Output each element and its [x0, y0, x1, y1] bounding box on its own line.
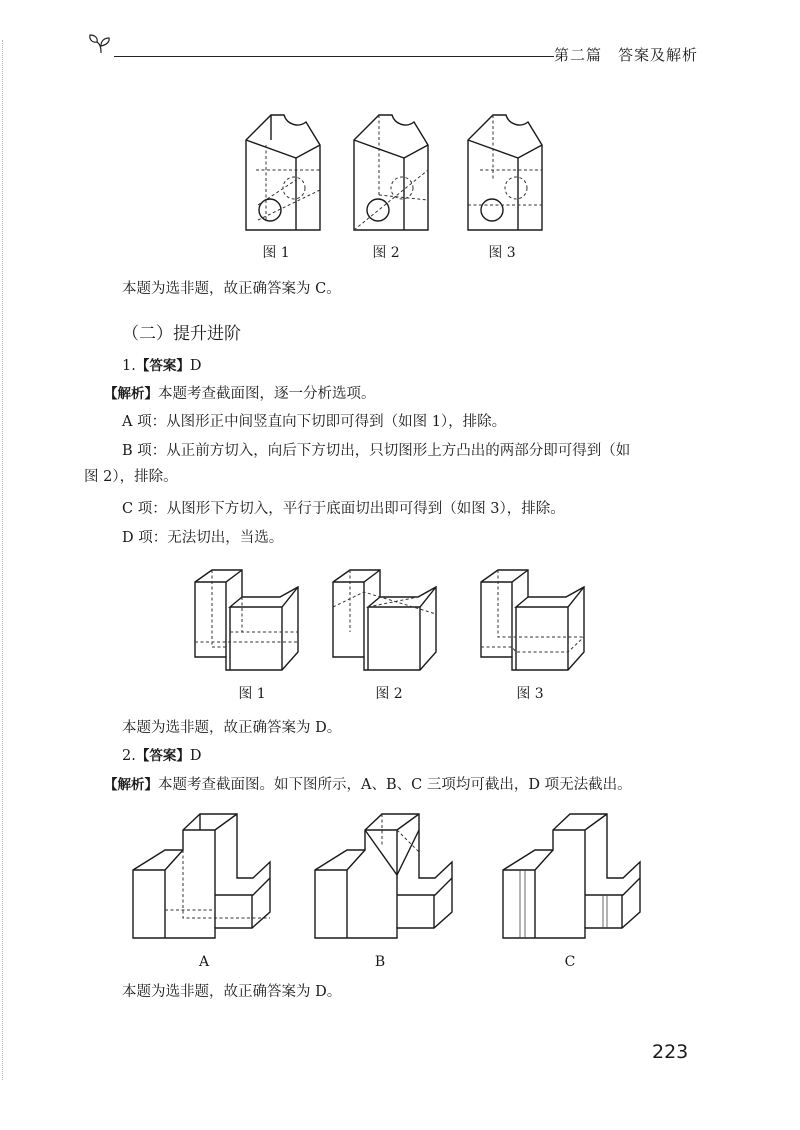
q1-analysis-label: 【解析】	[104, 386, 158, 402]
q2-figure-b	[315, 814, 452, 938]
q1-figure-caption-2: 图 2	[375, 686, 403, 702]
binding-edge-dots	[2, 40, 5, 1080]
conclusion-1: 本题为选非题，故正确答案为 C。	[122, 281, 341, 297]
q2-number: 2.	[122, 748, 136, 764]
q1-option-d: D 项：无法切出，当选。	[122, 530, 284, 546]
q1-option-a: A 项：从图形正中间竖直向下切即可得到（如图 1），排除。	[122, 414, 507, 430]
q2-figure-a	[133, 814, 270, 938]
q2-conclusion: 本题为选非题，故正确答案为 D。	[122, 984, 342, 1000]
top-figure-caption-1: 图 1	[262, 245, 290, 261]
q1-answer-line	[122, 354, 702, 378]
q2-answer-value: D	[189, 748, 202, 764]
q2-figure-c	[503, 814, 640, 938]
q1-figure-caption-1: 图 1	[238, 686, 266, 702]
q2-figure-caption-a: A	[198, 954, 210, 970]
top-figure-3	[468, 115, 542, 230]
q1-option-b	[122, 439, 702, 463]
top-figure-1	[246, 115, 320, 230]
q2-analysis-text: 本题考查截面图。如下图所示，A、B、C 三项均可截出，D 项无法截出。	[158, 777, 632, 793]
top-figure-2	[354, 115, 428, 230]
q1-figure-caption-3: 图 3	[516, 686, 544, 702]
q1-conclusion: 本题为选非题，故正确答案为 D。	[122, 720, 342, 736]
q1-option-b-line1: B 项：从正前方切入，向后下方切出，只切图形上方凸出的两部分即可得到（如	[122, 443, 631, 459]
q1-figure-2	[333, 570, 436, 670]
q1-figures	[190, 562, 610, 677]
header-title: 第二篇 答案及解析	[553, 46, 698, 64]
page-number: 223	[652, 1041, 689, 1063]
q1-analysis-line	[104, 382, 684, 406]
q2-answer-line	[122, 744, 702, 768]
q2-figure-caption-c: C	[564, 954, 576, 970]
top-figure-caption-2: 图 2	[372, 245, 400, 261]
section-title: （二）提升进阶	[122, 324, 241, 344]
q1-answer-label: 【答案】	[135, 358, 190, 374]
top-figures	[236, 110, 566, 245]
page-header	[88, 30, 698, 70]
sprout-icon	[88, 32, 114, 54]
q1-number: 1.	[122, 358, 136, 374]
q1-figure-3	[481, 570, 584, 670]
q1-option-b-cont: 图 2），排除。	[84, 469, 178, 485]
q1-answer-value: D	[189, 358, 202, 374]
header-rule	[114, 56, 554, 57]
q2-analysis-line	[104, 773, 704, 797]
q2-analysis-label: 【解析】	[104, 777, 158, 793]
q1-analysis-text: 本题考查截面图，逐一分析选项。	[158, 386, 376, 402]
q2-figure-caption-b: B	[374, 954, 386, 970]
top-figure-caption-3: 图 3	[488, 245, 516, 261]
q2-answer-label: 【答案】	[135, 748, 190, 764]
q1-figure-1	[195, 570, 298, 670]
q1-option-c: C 项：从图形下方切入，平行于底面切出即可得到（如图 3），排除。	[122, 501, 565, 517]
q2-figures	[125, 800, 645, 950]
